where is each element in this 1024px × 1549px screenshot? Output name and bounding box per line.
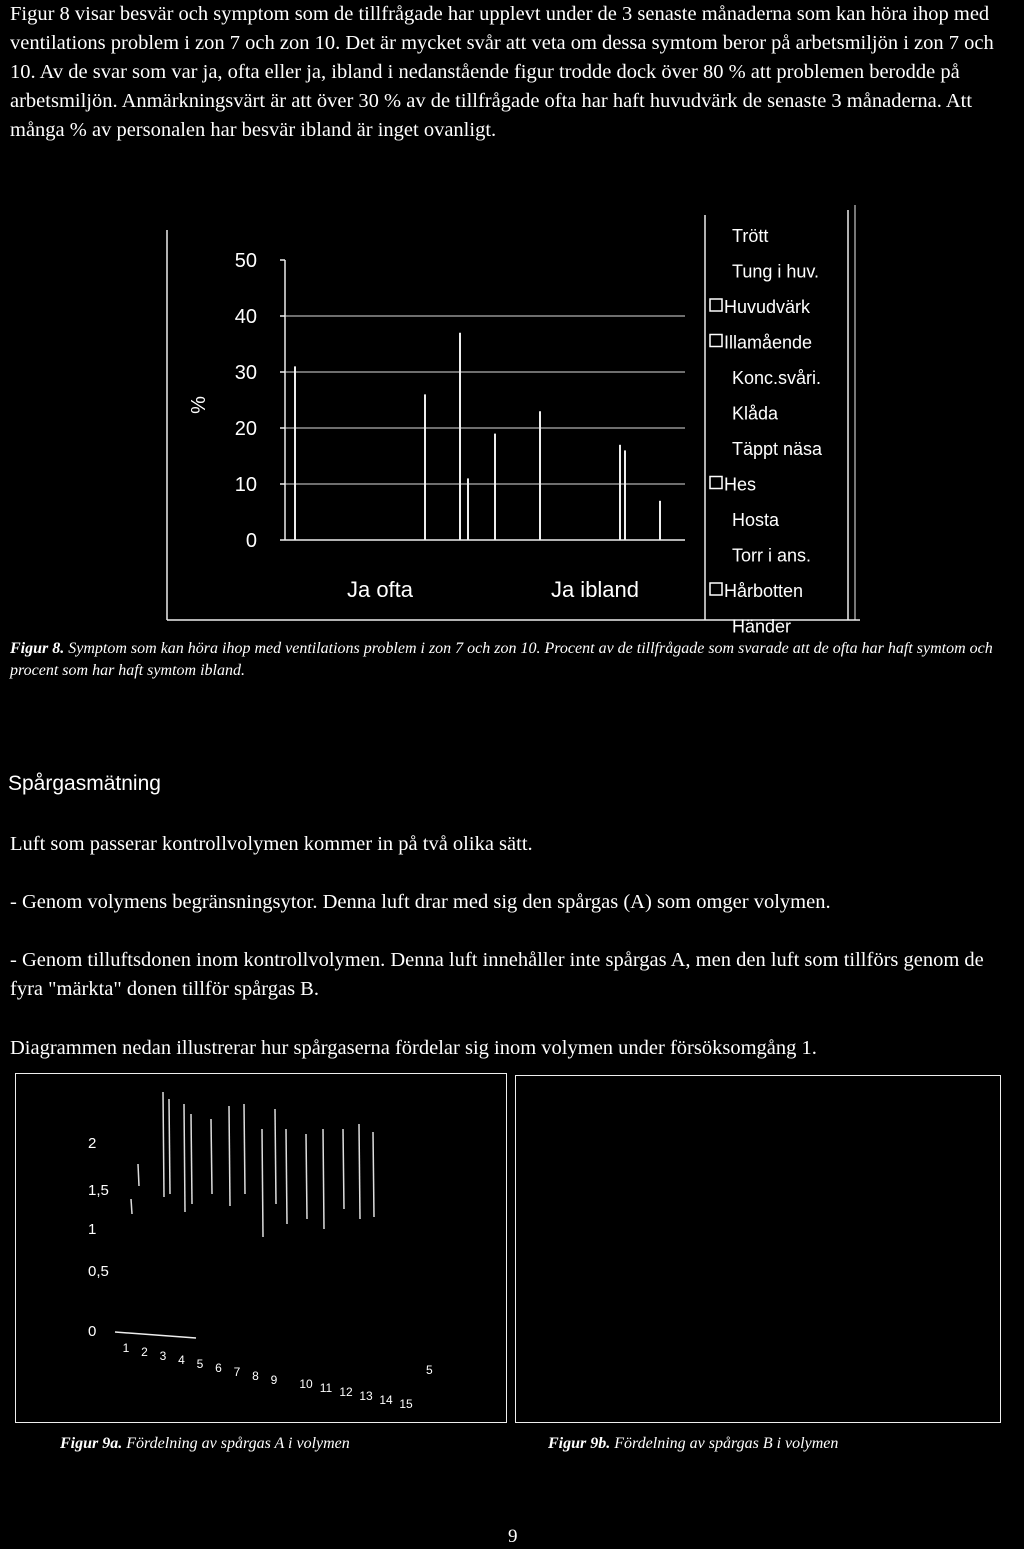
bar-mark [191, 1114, 192, 1204]
x-category-label: 12 [339, 1385, 353, 1399]
legend-label: Tung i huv. [732, 261, 820, 282]
legend-marker [710, 335, 722, 347]
y-tick-label: 0 [88, 1323, 97, 1340]
bar-mark [343, 1129, 344, 1209]
body-paragraph-1: Luft som passerar kontrollvolymen kommer in på två olika sätt. [10, 833, 533, 855]
bar-mark [262, 1129, 263, 1237]
x-category-label: 3 [159, 1349, 167, 1363]
legend-label: Hosta [732, 510, 780, 530]
x-category-label: 8 [252, 1369, 259, 1383]
y-tick-label: 10 [234, 474, 257, 496]
figure-9a-caption-text: Fördelning av spårgas A i volymen [126, 1435, 350, 1452]
bar-mark [229, 1106, 230, 1206]
y-tick-label: 1 [88, 1221, 97, 1238]
legend-label: Torr i ans. [732, 545, 812, 566]
legend-label: Huvudvärk [724, 297, 811, 317]
x-category-label: 15 [399, 1397, 413, 1411]
legend-label: Täppt näsa [732, 439, 823, 459]
legend-marker [710, 583, 722, 595]
figure-8-caption [10, 638, 1010, 682]
figure-9b-caption [548, 1433, 838, 1455]
legend-marker [710, 299, 722, 311]
bar-mark [359, 1124, 360, 1219]
bar-mark [184, 1104, 185, 1212]
x-category-label: 7 [233, 1365, 241, 1379]
x-category-label: 6 [215, 1361, 222, 1375]
y-tick-label: 0 [245, 530, 257, 552]
x-category-label: 1 [122, 1341, 130, 1355]
legend-marker [710, 477, 722, 489]
bar-mark [275, 1109, 276, 1204]
legend-label: Händer [732, 616, 792, 637]
body-paragraph-2: - Genom volymens begränsningsytor. Denna luft drar med sig den spårgas (A) som omger volymen. [10, 891, 831, 913]
legend-label: Konc.svåri. [732, 368, 822, 388]
figure-8-svg [165, 205, 865, 637]
body-paragraph-4: Diagrammen nedan illustrerar hur spårgaserna fördelar sig inom volymen under försöksomgång 1. [10, 1037, 817, 1059]
x-category-label: 10 [299, 1377, 313, 1391]
legend-label: Hårbotten [724, 581, 804, 601]
x-category-label: 11 [319, 1381, 333, 1395]
legend-label: Trött [732, 226, 769, 246]
figure-9b-caption-text: Fördelning av spårgas B i volymen [614, 1435, 839, 1452]
bar-mark [211, 1119, 212, 1194]
legend-label: Klåda [732, 403, 779, 424]
y-tick-label: 40 [234, 306, 257, 328]
page-number: 9 [508, 1526, 518, 1547]
figure-9b-caption-label: Figur 9b. [548, 1435, 611, 1452]
intro-paragraph: Figur 8 visar besvär och symptom som de tillfrågade har upplevt under de 3 senaste månaderna som kan höra ihop med ventilations problem i zon 7 och zon 10. Det är mycket svår att veta om dessa symtom beror på arbetsmiljön i zon 7 och 10. Av de svar som var ja, ofta eller ja, ibland i nedanstående figur trodde dock över 80 % att problemen berodde på arbetsmiljön. Anmärkningsvärt är att över 30 % av de tillfrågade ofta har haft huvudvärk de senaste 3 månaderna. Att många % av personalen har besvär ibland är inget ovanligt. [10, 3, 994, 141]
x-category-label: 5 [196, 1357, 204, 1371]
y-tick-label: 30 [234, 362, 257, 384]
bar-mark [323, 1129, 324, 1229]
y-axis-label: % [188, 396, 210, 414]
y-tick-label: 20 [234, 418, 257, 440]
y-tick-label: 50 [234, 250, 257, 272]
x-category-label: 13 [359, 1389, 373, 1403]
bar-mark [244, 1104, 245, 1194]
x-category-label: Ja ofta [346, 577, 414, 602]
bar-mark [286, 1129, 287, 1224]
figure-8-chart [165, 205, 865, 637]
x-category-label: Ja ibland [550, 577, 640, 602]
x-category-label: 4 [178, 1353, 185, 1367]
bar-mark [131, 1199, 132, 1214]
bar-mark [138, 1164, 139, 1186]
figure-9a-frame [15, 1073, 507, 1423]
y-tick-label: 2 [88, 1135, 97, 1152]
section-heading: Spårgasmätning [8, 772, 161, 795]
body-paragraph-3: - Genom tilluftsdonen inom kontrollvolymen. Denna luft innehåller inte spårgas A, men den luft som tillförs genom de fyra "märkta" donen tillför spårgas B. [10, 949, 984, 1000]
legend-label: Illamående [724, 332, 813, 353]
x-category-label: 14 [379, 1393, 393, 1407]
y-tick-label: 0,5 [88, 1263, 109, 1280]
bar-mark [373, 1132, 374, 1217]
x-category-label: 2 [141, 1345, 148, 1359]
y-tick-label: 1,5 [88, 1182, 109, 1199]
figure-9a-svg [16, 1074, 506, 1422]
bar-mark [169, 1099, 170, 1194]
bar-mark [306, 1134, 307, 1219]
x-category-label: 9 [270, 1373, 278, 1387]
x-axis [115, 1332, 196, 1338]
figure-9a-caption [60, 1433, 350, 1455]
figure-8-caption-text: Symptom som kan höra ihop med ventilations problem i zon 7 och zon 10. Procent av de tillfrågade som svarade att de ofta har haft symtom och procent som har haft symtom ibland. [10, 640, 993, 679]
figure-9b-frame [515, 1075, 1001, 1423]
bar-mark [163, 1092, 164, 1197]
x-extra-label: 5 [426, 1363, 433, 1377]
figure-9a-caption-label: Figur 9a. [60, 1435, 123, 1452]
figure-8-caption-label: Figur 8. [10, 640, 65, 657]
legend-label: Hes [724, 474, 757, 495]
